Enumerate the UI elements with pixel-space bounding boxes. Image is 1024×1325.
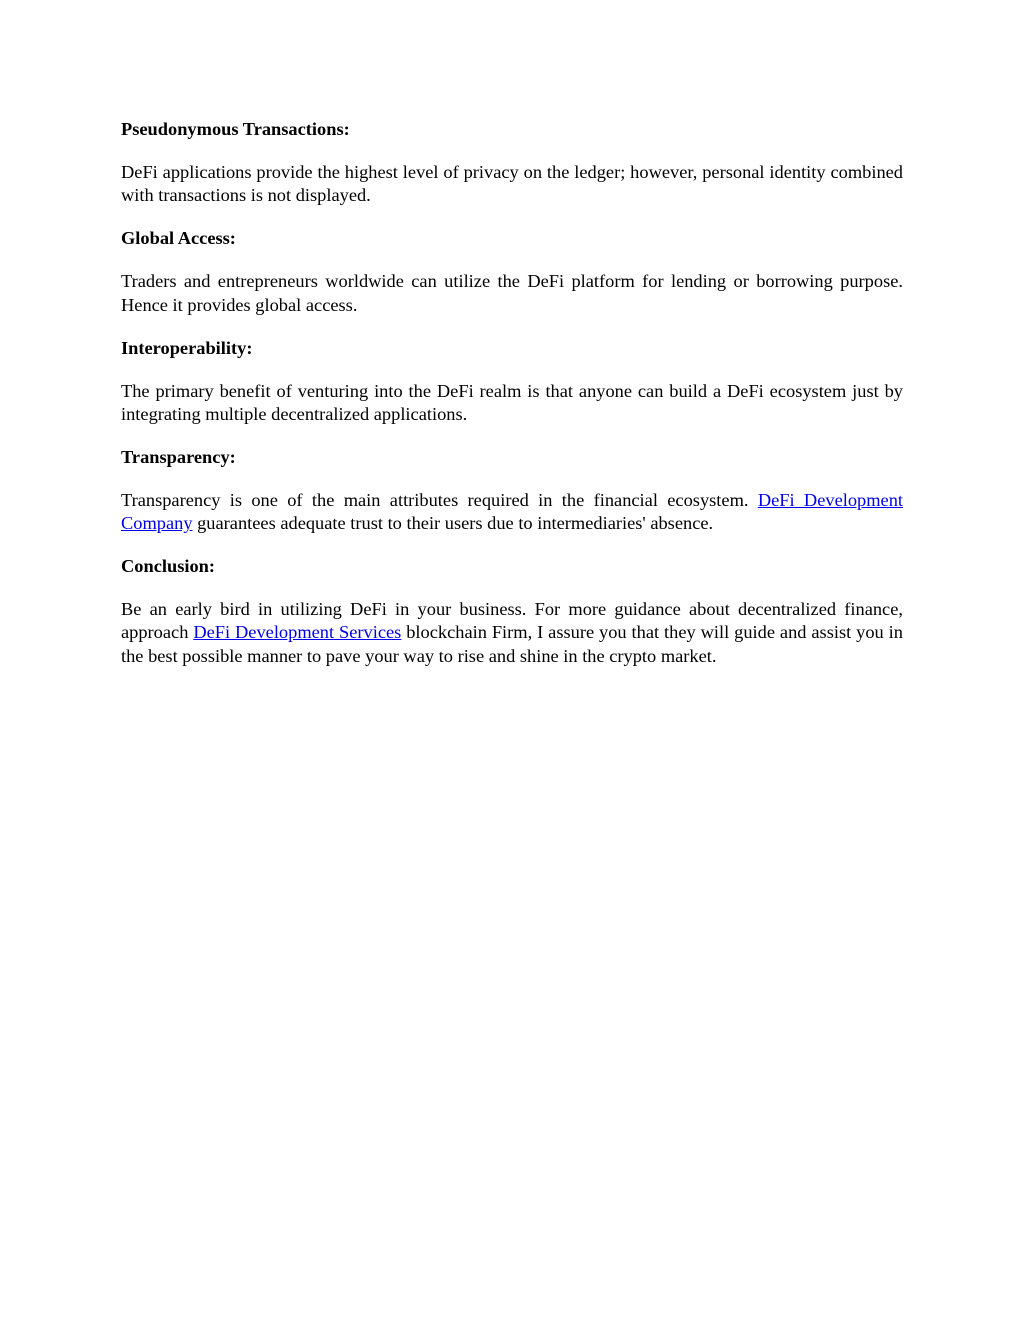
conclusion-text-before-link: Be an early bird in utilizing DeFi in your business. For more guidance about decentralized finance, approach <box>121 599 903 643</box>
transparency-text-before-link: Transparency is one of the main attributes required in the financial ecosystem. <box>121 489 758 510</box>
paragraph-interoperability: The primary benefit of venturing into the DeFi realm is that anyone can build a DeFi ecosystem just by integrating multiple decentralized applications. <box>121 380 903 424</box>
heading-interoperability: Interoperability: <box>121 337 253 358</box>
defi-development-services-link[interactable]: DeFi Development Services <box>193 622 402 643</box>
defi-development-company-link[interactable]: DeFi Development Company <box>121 489 903 534</box>
heading-pseudonymous-transactions: Pseudonymous Transactions: <box>121 119 350 139</box>
heading-conclusion: Conclusion: <box>121 556 216 577</box>
paragraph-conclusion <box>121 598 903 668</box>
document-page <box>121 118 903 688</box>
conclusion-text-after-link: blockchain Firm, I assure you that they will guide and assist you in the best possible manner to pave your way to rise and shine in the crypto market. <box>121 622 903 666</box>
paragraph-global-access: Traders and entrepreneurs worldwide can utilize the DeFi platform for lending or borrowing purpose. Hence it provides global access. <box>121 271 903 315</box>
heading-transparency: Transparency: <box>121 446 236 467</box>
heading-global-access: Global Access: <box>121 228 236 249</box>
transparency-text-after-link: guarantees adequate trust to their users due to intermediaries' absence. <box>192 513 714 534</box>
paragraph-pseudonymous-transactions: DeFi applications provide the highest level of privacy on the ledger; however, personal identity combined with transactions is not displayed. <box>121 161 903 206</box>
paragraph-transparency <box>121 489 903 536</box>
